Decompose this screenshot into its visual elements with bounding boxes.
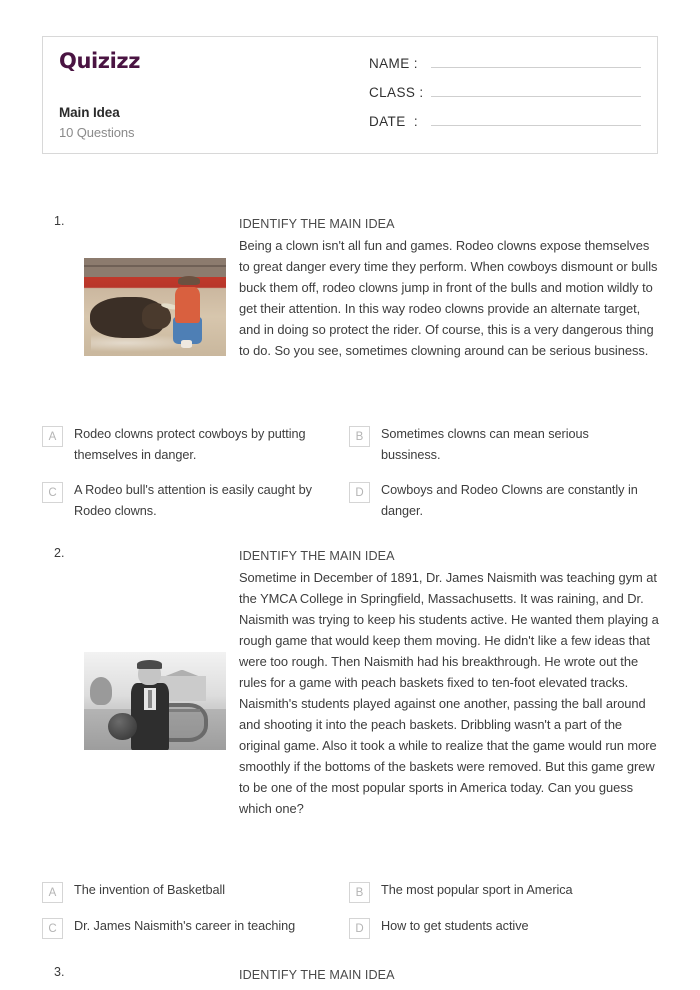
option-text-c: A Rodeo bull's attention is easily caught by Rodeo clowns. xyxy=(74,483,312,518)
clown-hat xyxy=(178,276,201,286)
quiz-title: Main Idea xyxy=(59,105,120,120)
option-letter-b: B xyxy=(349,882,370,903)
question-1-option-c[interactable] xyxy=(42,482,342,522)
basketball xyxy=(108,713,136,740)
class-field-row xyxy=(369,82,641,100)
arena-rail xyxy=(84,258,226,277)
clown-body xyxy=(175,287,201,322)
question-3-number: 3. xyxy=(54,965,65,979)
class-field-label: CLASS : xyxy=(369,85,424,100)
option-text-c: Dr. James Naismith's career in teaching xyxy=(74,919,296,933)
name-field-label: NAME : xyxy=(369,56,418,71)
option-text-b: The most popular sport in America xyxy=(381,883,573,897)
question-2-option-c[interactable] xyxy=(42,918,342,939)
question-1-option-d[interactable] xyxy=(349,482,649,522)
option-text-b: Sometimes clowns can mean serious bussiness. xyxy=(381,427,589,462)
question-2-number: 2. xyxy=(54,546,65,560)
clown-boot xyxy=(181,340,192,348)
question-1-body xyxy=(239,214,659,361)
option-letter-b: B xyxy=(349,426,370,447)
header-left-section xyxy=(43,37,361,153)
name-field-row xyxy=(369,53,641,71)
option-letter-c: C xyxy=(42,918,63,939)
naismith-photo xyxy=(84,652,226,750)
quizizz-logo: Quizizz xyxy=(59,49,141,73)
worksheet-header-card xyxy=(42,36,658,154)
question-1-option-a[interactable] xyxy=(42,426,342,466)
question-1-image xyxy=(84,258,226,356)
option-letter-d: D xyxy=(349,482,370,503)
option-text-a: Rodeo clowns protect cowboys by putting themselves in danger. xyxy=(74,427,306,462)
option-text-d: Cowboys and Rodeo Clowns are constantly in danger. xyxy=(381,483,638,518)
option-letter-d: D xyxy=(349,918,370,939)
question-2-prompt: IDENTIFY THE MAIN IDEA xyxy=(239,549,395,563)
option-letter-a: A xyxy=(42,426,63,447)
option-text-a: The invention of Basketball xyxy=(74,883,225,897)
question-1-passage: Being a clown isn't all fun and games. Rodeo clowns expose themselves to great danger every time they perform. When cowboys dismount or bulls buck them off, rodeo clowns jump in front of the bulls and motion wildly to get their attention. In this way rodeo clowns provide an alternate target, and in doing so protect the rider. Of course, this is a very dangerous thing to do. So you see, sometimes clowning around can be serious business. xyxy=(239,238,658,358)
question-1-prompt: IDENTIFY THE MAIN IDEA xyxy=(239,217,395,231)
name-field-input[interactable] xyxy=(431,53,641,68)
class-field-input[interactable] xyxy=(431,82,641,97)
question-2-option-b[interactable] xyxy=(349,882,649,903)
question-1-number: 1. xyxy=(54,214,65,228)
rodeo-photo xyxy=(84,258,226,356)
question-1-option-b[interactable] xyxy=(349,426,649,466)
question-2-body xyxy=(239,546,659,819)
date-field-label: DATE : xyxy=(369,114,419,129)
man-hair xyxy=(137,660,163,669)
student-info-fields xyxy=(361,37,657,153)
option-letter-a: A xyxy=(42,882,63,903)
man-tie xyxy=(148,690,152,708)
question-2-passage: Sometime in December of 1891, Dr. James Naismith was teaching gym at the YMCA College in Springfield, Massachusetts. It was raining, and Dr. Naismith was trying to keep his students active. He wanted them playing a rough game that would keep them moving. He didn't like a few ideas that were too rough. Then Naismith had his breakthrough. He wrote out the rules for a game with peach baskets fixed to ten-foot elevated tracks. Naismith's students played against one another, passing the ball around and shooting it into the peach baskets. Dribbling wasn't a part of the original game. Also it took a while to realize that the game would run more smoothly if the bottoms of the baskets were removed. But this game grew to be one of the most popular sports in America today. Can you guess which one? xyxy=(239,570,659,816)
option-text-d: How to get students active xyxy=(381,919,529,933)
tree xyxy=(90,677,113,704)
question-3-body xyxy=(239,965,659,986)
date-field-row xyxy=(369,111,641,129)
date-field-input[interactable] xyxy=(431,111,641,126)
question-2-option-d[interactable] xyxy=(349,918,649,939)
question-3-prompt: IDENTIFY THE MAIN IDEA xyxy=(239,968,395,982)
question-2-image xyxy=(84,652,226,750)
quiz-question-count: 10 Questions xyxy=(59,125,135,140)
question-2-option-a[interactable] xyxy=(42,882,342,903)
option-letter-c: C xyxy=(42,482,63,503)
